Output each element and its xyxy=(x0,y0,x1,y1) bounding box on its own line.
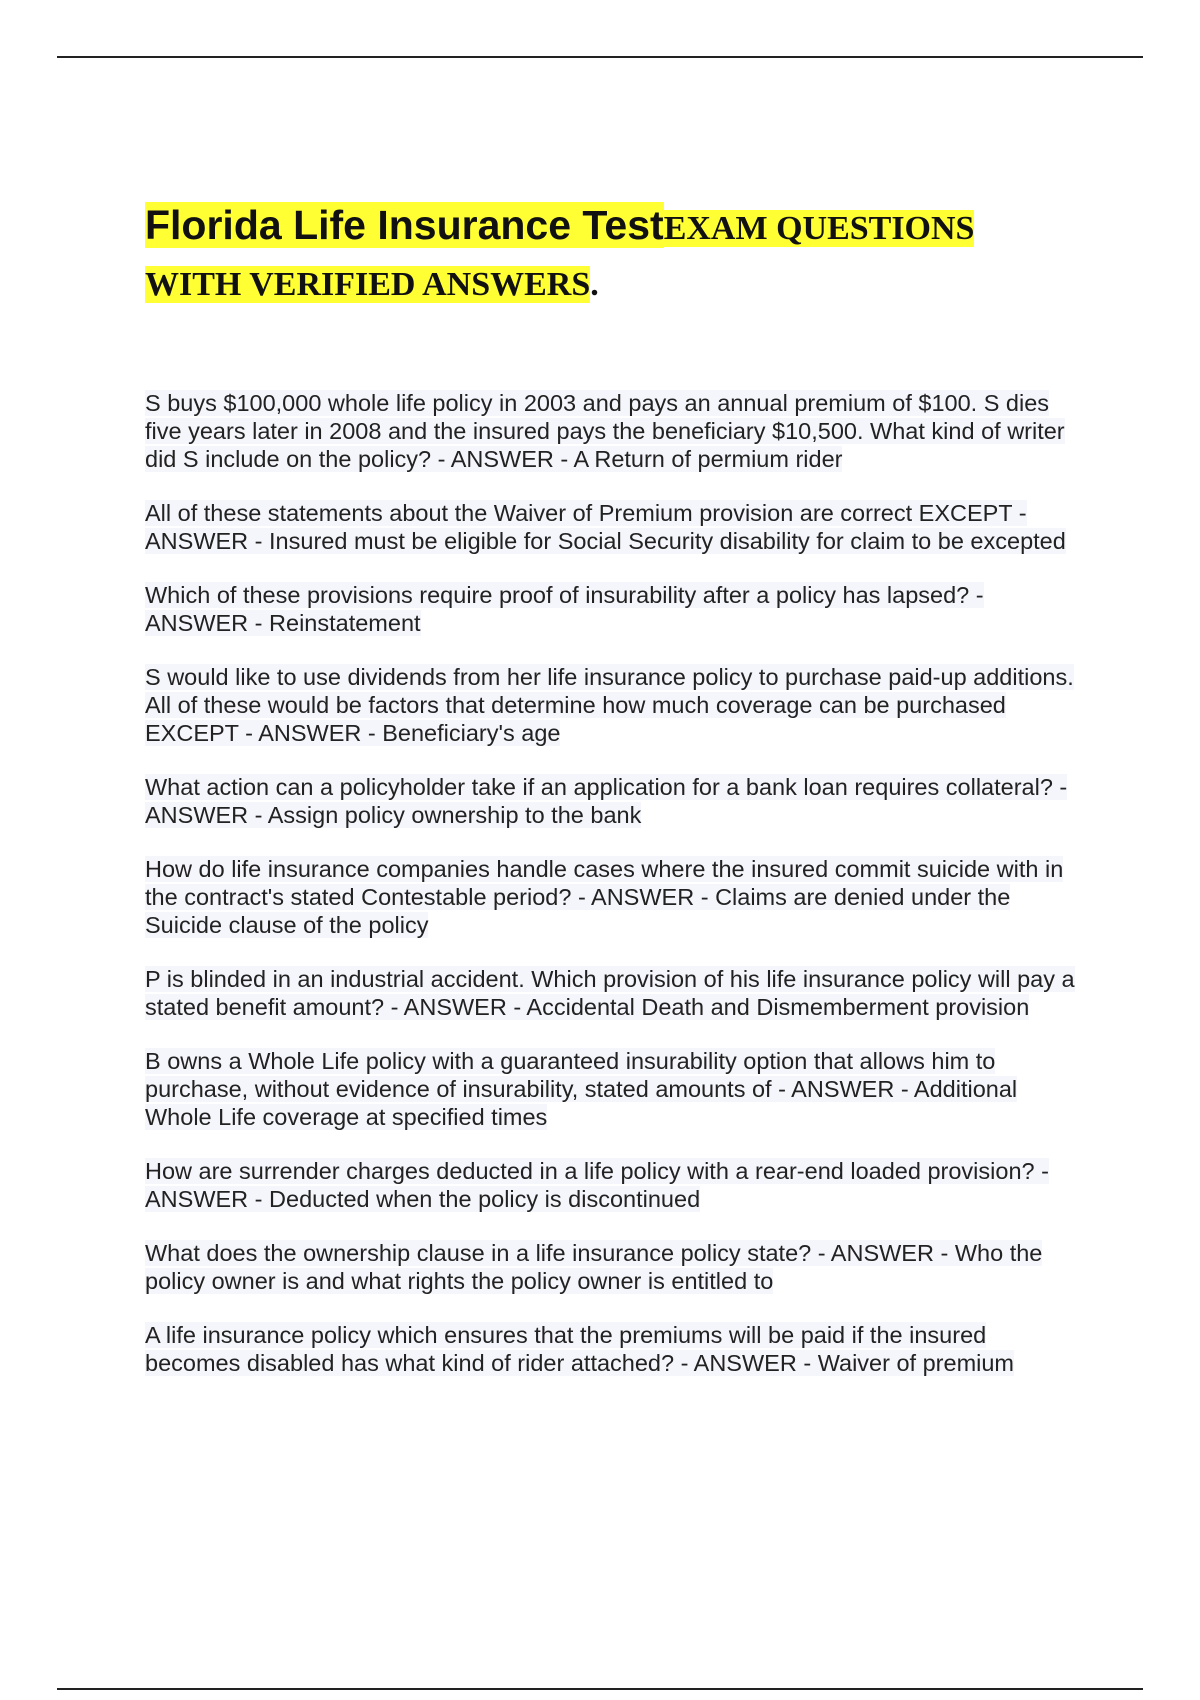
qa-item xyxy=(145,773,1085,829)
answer-text: Reinstatement xyxy=(269,610,421,636)
title-period: . xyxy=(590,266,599,303)
qa-item xyxy=(145,1157,1085,1213)
qa-item xyxy=(145,1239,1085,1295)
question-text: A life insurance policy which ensures that the premiums will be paid if the insured becomes disabled has what kind of rider attached? xyxy=(145,1322,987,1376)
question-text: How are surrender charges deducted in a life policy with a rear-end loaded provision? xyxy=(145,1158,1035,1184)
answer-text: A Return of permium rider xyxy=(573,446,843,472)
qa-item xyxy=(145,499,1085,555)
qa-item xyxy=(145,855,1085,939)
answer-text: Waiver of premium xyxy=(817,1350,1015,1376)
title-subtitle: EXAM QUESTIONS WITH VERIFIED ANSWERS xyxy=(145,210,975,303)
qa-list xyxy=(145,389,1085,1403)
question-text: What action can a policyholder take if an application for a bank loan requires collateral? xyxy=(145,774,1053,800)
answer-text: Claims are denied under the Suicide clause of the policy xyxy=(145,884,1011,938)
answer-separator: - ANSWER - xyxy=(238,720,383,746)
answer-text: Additional Whole Life coverage at specified times xyxy=(145,1076,1018,1130)
question-text: How do life insurance companies handle cases where the insured commit suicide with in the contract's stated Contestable period? xyxy=(145,856,1064,910)
answer-separator: - ANSWER - xyxy=(771,1076,914,1102)
answer-text: Who the policy owner is and what rights the policy owner is entitled to xyxy=(145,1240,1043,1294)
qa-item xyxy=(145,965,1085,1021)
answer-text: Beneficiary's age xyxy=(382,720,561,746)
question-text: B owns a Whole Life policy with a guaranteed insurability option that allows him to purchase, without evidence of insurability, stated amounts of xyxy=(145,1048,996,1102)
document-title xyxy=(145,200,1075,316)
question-text: P is blinded in an industrial accident. Which provision of his life insurance policy will pay a stated benefit amount? xyxy=(145,966,1075,1020)
question-text: Which of these provisions require proof of insurability after a policy has lapsed? xyxy=(145,582,970,608)
answer-separator: - ANSWER - xyxy=(431,446,574,472)
question-text: S buys $100,000 whole life policy in 2003 and pays an annual premium of $100. S dies five years later in 2008 and the insured pays the beneficiary $10,500. What kind of writer did S include on the policy? xyxy=(145,390,1065,472)
qa-item xyxy=(145,581,1085,637)
answer-separator: - ANSWER - xyxy=(571,884,716,910)
answer-text: Insured must be eligible for Social Security disability for claim to be excepted xyxy=(269,528,1066,554)
qa-item xyxy=(145,1047,1085,1131)
answer-text: Deducted when the policy is discontinued xyxy=(269,1186,701,1212)
answer-separator: - ANSWER - xyxy=(145,774,1068,828)
qa-item xyxy=(145,1321,1085,1377)
qa-item xyxy=(145,663,1085,747)
question-text: S would like to use dividends from her life insurance policy to purchase paid-up additions. All of these would be factors that determine how much coverage can be purchased EXCEPT xyxy=(145,664,1074,746)
answer-text: Assign policy ownership to the bank xyxy=(267,802,642,828)
question-text: All of these statements about the Waiver of Premium provision are correct EXCEPT xyxy=(145,500,1013,526)
question-text: What does the ownership clause in a life insurance policy state? xyxy=(145,1240,812,1266)
title-main: Florida Life Insurance Test xyxy=(145,202,664,248)
answer-separator: - ANSWER - xyxy=(811,1240,955,1266)
answer-text: Accidental Death and Dismemberment provision xyxy=(526,994,1030,1020)
answer-separator: - ANSWER - xyxy=(145,1158,1049,1212)
answer-separator: - ANSWER - xyxy=(384,994,527,1020)
answer-separator: - ANSWER - xyxy=(145,500,1027,554)
answer-separator: - ANSWER - xyxy=(674,1350,818,1376)
qa-item xyxy=(145,389,1085,473)
footer-rule xyxy=(57,1688,1143,1690)
answer-separator: - ANSWER - xyxy=(145,582,984,636)
header-rule xyxy=(57,56,1143,58)
